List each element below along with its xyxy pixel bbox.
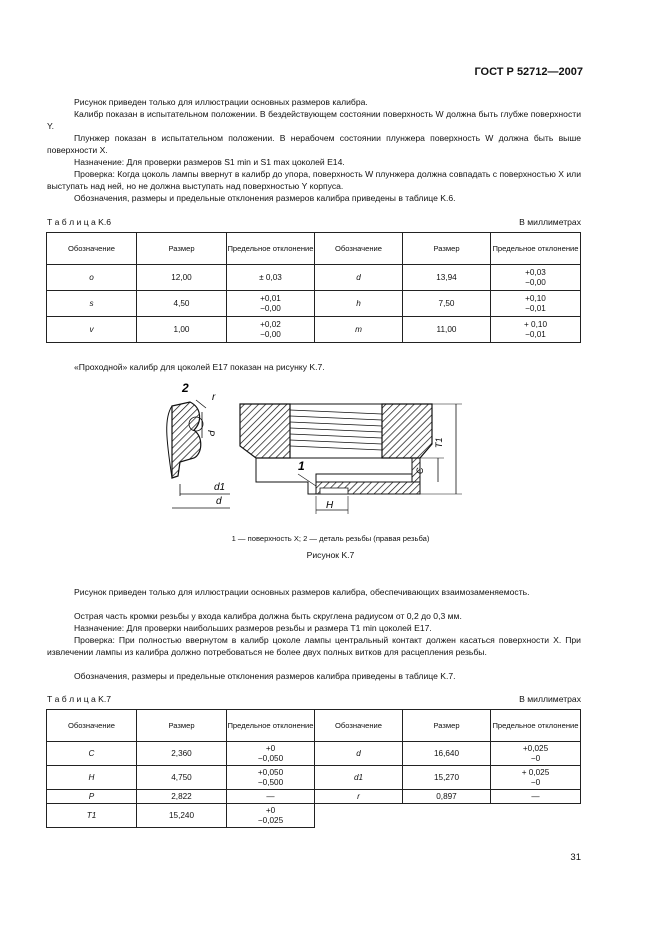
table-row xyxy=(47,265,581,291)
cell: 13,94 xyxy=(403,265,491,291)
cell: +0 −0,025 xyxy=(227,804,315,828)
empty-cell xyxy=(491,804,581,828)
cell: d xyxy=(315,265,403,291)
paragraph-6: Обозначения, размеры и предельные отклонения размеров калибра приведены в таблице K.6. xyxy=(74,193,456,203)
col-header: Размер xyxy=(137,233,227,265)
cell: 2,822 xyxy=(137,790,227,804)
figure-intro: «Проходной» калибр для цоколей E17 показан на рисунку K.7. xyxy=(74,362,325,372)
cell: 1,00 xyxy=(137,317,227,343)
paragraph-2: Калибр показан в испытательном положении. В бездействующем состоянии поверхность W должна быть глубже поверхности Y. xyxy=(47,109,581,132)
cell: 11,00 xyxy=(403,317,491,343)
cell: h xyxy=(315,291,403,317)
table-row xyxy=(47,317,581,343)
cell: P xyxy=(47,790,137,804)
paragraph-3: Плунжер показан в испытательном положении. В нерабочем состоянии плунжера поверхность W должна быть выше поверхности X. xyxy=(47,133,581,156)
figure-k7 xyxy=(150,378,480,528)
table-k7 xyxy=(46,709,581,828)
gauge-body xyxy=(240,404,432,494)
col-header: Размер xyxy=(137,710,227,742)
table-row xyxy=(47,766,581,790)
paragraph-7: Рисунок приведен только для иллюстрации основных размеров калибра, обеспечивающих взаимозаменяемость. xyxy=(74,587,530,597)
document-code: ГОСТ Р 52712—2007 xyxy=(474,66,583,78)
cell: + 0,025 −0 xyxy=(491,766,581,790)
label-p: P xyxy=(206,430,216,437)
label-c: C xyxy=(415,467,425,474)
cell: o xyxy=(47,265,137,291)
paragraph-5: Проверка: Когда цоколь лампы ввернут в калибр до упора, поверхность W плунжера должна совпадать с поверхностью X или выступать над ней, но не должна выступать над поверхностью Y корпуса. xyxy=(47,169,581,192)
table-row xyxy=(47,804,581,828)
cell: 7,50 xyxy=(403,291,491,317)
col-header: Предельное отклонение xyxy=(491,710,581,742)
label-1: 1 xyxy=(298,459,305,473)
label-d1: d1 xyxy=(214,482,226,493)
empty-cell xyxy=(403,804,491,828)
label-t1: T1 xyxy=(434,437,444,448)
paragraph-9: Назначение: Для проверки наибольших размеров резьбы и размера T1 min цоколей E17. xyxy=(74,623,432,633)
col-header: Предельное отклонение xyxy=(227,233,315,265)
col-header: Размер xyxy=(403,233,491,265)
cell: ± 0,03 xyxy=(227,265,315,291)
label-d: d xyxy=(216,496,222,507)
paragraph-11: Обозначения, размеры и предельные отклонения размеров калибра приведены в таблице K.7. xyxy=(74,671,456,681)
cell: 4,50 xyxy=(137,291,227,317)
table-row xyxy=(47,291,581,317)
table-row xyxy=(47,790,581,804)
cell: +0,025 −0 xyxy=(491,742,581,766)
cell: m xyxy=(315,317,403,343)
cell: +0,050 −0,500 xyxy=(227,766,315,790)
cell: +0,01 −0,00 xyxy=(227,291,315,317)
col-header: Обозначение xyxy=(315,233,403,265)
col-header: Обозначение xyxy=(47,233,137,265)
col-header: Обозначение xyxy=(47,710,137,742)
cell: v xyxy=(47,317,137,343)
label-r: r xyxy=(212,392,216,403)
cell: d1 xyxy=(315,766,403,790)
cell: + 0,10 −0,01 xyxy=(491,317,581,343)
table6-caption: Т а б л и ц а K.6 xyxy=(47,217,112,227)
paragraph-4: Назначение: Для проверки размеров S1 min и S1 max цоколей E14. xyxy=(74,157,345,167)
table-k6 xyxy=(46,232,581,343)
cell: H xyxy=(47,766,137,790)
cell: 12,00 xyxy=(137,265,227,291)
table7-caption: Т а б л и ц а K.7 xyxy=(47,694,112,704)
cell: +0,03 −0,00 xyxy=(491,265,581,291)
paragraph-1: Рисунок приведен только для иллюстрации основных размеров калибра. xyxy=(74,97,368,107)
cell: — xyxy=(227,790,315,804)
cell: 16,640 xyxy=(403,742,491,766)
table-row xyxy=(47,742,581,766)
page-number: 31 xyxy=(570,852,581,863)
col-header: Размер xyxy=(403,710,491,742)
cell: 4,750 xyxy=(137,766,227,790)
figure-caption: Рисунок K.7 xyxy=(306,550,355,560)
figure-legend: 1 — поверхность X; 2 — деталь резьбы (правая резьба) xyxy=(231,534,430,543)
cell: 15,270 xyxy=(403,766,491,790)
table7-units: В миллиметрах xyxy=(519,694,581,704)
col-header: Предельное отклонение xyxy=(227,710,315,742)
paragraph-10: Проверка: При полностью ввернутом в калибр цоколе лампы центральный контакт должен касаться поверхности X. При извлечении лампы из калибра должно потребоваться не более двух полных витков для расцепления резьбы. xyxy=(47,635,581,658)
cell: +0,02 −0,00 xyxy=(227,317,315,343)
cell: C xyxy=(47,742,137,766)
cell: — xyxy=(491,790,581,804)
cell: r xyxy=(315,790,403,804)
cell: s xyxy=(47,291,137,317)
cell: T1 xyxy=(47,804,137,828)
col-header: Обозначение xyxy=(315,710,403,742)
label-h: H xyxy=(326,500,334,511)
empty-cell xyxy=(315,804,403,828)
cell: 15,240 xyxy=(137,804,227,828)
cell: 2,360 xyxy=(137,742,227,766)
cell: 0,897 xyxy=(403,790,491,804)
cell: +0 −0,050 xyxy=(227,742,315,766)
table6-units: В миллиметрах xyxy=(519,217,581,227)
paragraph-8: Острая часть кромки резьбы у входа калибра должна быть скруглена радиусом от 0,2 до 0,3 мм. xyxy=(74,611,462,621)
label-2: 2 xyxy=(182,381,189,395)
cell: d xyxy=(315,742,403,766)
col-header: Предельное отклонение xyxy=(491,233,581,265)
cell: +0,10 −0,01 xyxy=(491,291,581,317)
